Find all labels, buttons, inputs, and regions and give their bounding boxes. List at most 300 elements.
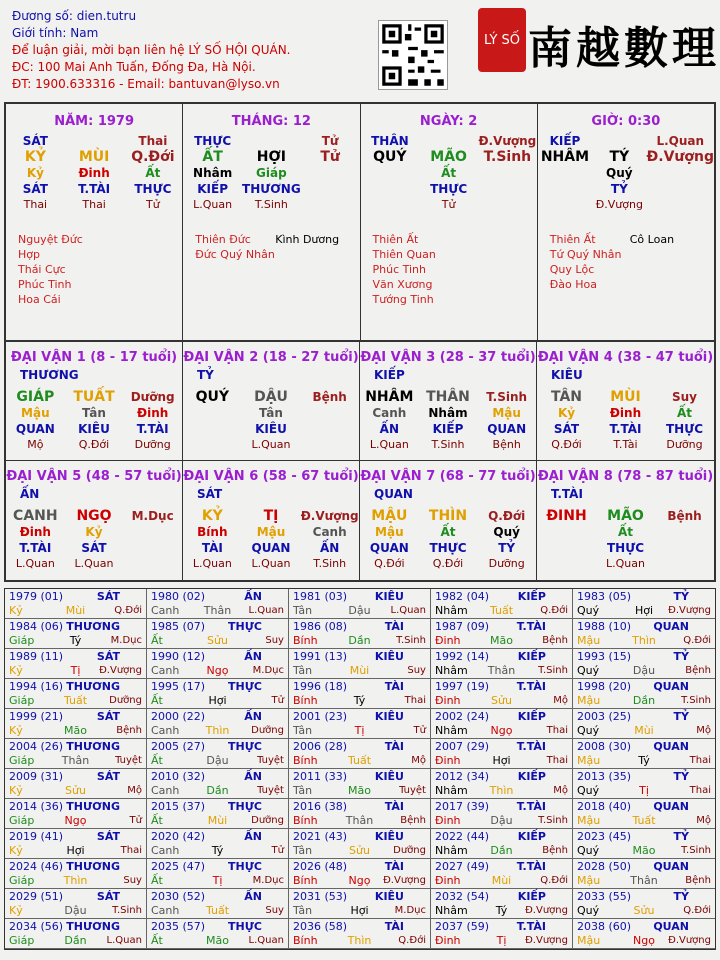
header-value: ĐT: 1900.633316 - Email: bantuvan@lyso.vn <box>12 77 280 91</box>
year-label: 2036 (58) <box>293 920 348 933</box>
dai-van-cell <box>537 461 714 580</box>
year-stage: Q.Đới <box>398 935 426 946</box>
year-god: KIÊU <box>374 710 404 723</box>
year-label: 2009 (31) <box>9 770 64 783</box>
year-stage: Mộ <box>553 785 568 796</box>
year-row-bottom <box>151 934 284 948</box>
year-god: ẤN <box>244 590 262 603</box>
pillar-cell: Nhâm <box>193 166 233 180</box>
year-row-bottom <box>151 784 284 798</box>
header-label: Đương số: <box>12 9 77 23</box>
year-stage: Q.Đới <box>683 635 711 646</box>
year-label: 2016 (38) <box>293 800 348 813</box>
dai-van-stage: Bệnh <box>667 509 702 523</box>
dai-van-hidden: Kỷ <box>557 406 576 420</box>
year-can: Bính <box>293 694 318 707</box>
year-row-top <box>577 800 711 814</box>
year-label: 2014 (36) <box>9 800 64 813</box>
dai-van-stage: Dưỡng <box>130 390 175 404</box>
year-stage: T.Sinh <box>681 695 711 706</box>
year-god: THỰC <box>228 800 262 813</box>
dai-van-substage: Q.Đới <box>78 438 110 451</box>
year-cell <box>289 889 431 919</box>
dai-van-god: QUAN <box>15 422 55 436</box>
header-label: Giới tính: <box>12 26 71 40</box>
pillar-column <box>6 104 183 340</box>
year-god: TỶ <box>673 650 689 663</box>
year-chi: Dậu <box>64 904 87 917</box>
year-chi: Thìn <box>205 724 230 737</box>
pillar-cell: MÃO <box>430 149 467 165</box>
dai-van-god: KIÊU <box>78 422 110 436</box>
dai-van-substage: Bệnh <box>492 438 521 451</box>
dai-van-chi: THÂN <box>426 389 470 405</box>
year-label: 1998 (20) <box>577 680 632 693</box>
year-stage: Tử <box>271 695 284 706</box>
year-chi: Mùi <box>634 724 654 737</box>
pillar-cell: HỢI <box>256 149 286 165</box>
year-row-top <box>577 830 711 844</box>
year-chi: Tý <box>211 844 224 857</box>
year-god: TỶ <box>673 590 689 603</box>
year-god: SÁT <box>96 770 120 783</box>
pillar-cell <box>419 133 478 149</box>
year-row-top <box>435 770 568 784</box>
year-cell <box>147 859 289 889</box>
pillar-cell: KIẾP <box>549 134 581 148</box>
year-stage: Dưỡng <box>393 845 426 856</box>
year-cell <box>5 649 147 679</box>
pillar-cell: Tử <box>146 198 160 211</box>
year-stage: Q.Đới <box>540 875 568 886</box>
star-item: Tứ Quý Nhân <box>549 248 622 261</box>
dai-van-god: QUAN <box>369 541 409 555</box>
stars-right <box>275 232 355 262</box>
year-row-bottom <box>151 604 284 618</box>
year-cell <box>5 919 147 949</box>
year-label: 2031 (53) <box>293 890 348 903</box>
pillar-stars <box>550 232 710 292</box>
year-god: TÀI <box>384 740 404 753</box>
dai-van-cell <box>183 342 360 461</box>
year-chi: Tị <box>354 724 365 737</box>
pillar-grid <box>183 133 359 213</box>
year-stage: Bệnh <box>685 875 711 886</box>
year-row-bottom <box>293 844 426 858</box>
year-chi: Dậu <box>490 814 513 827</box>
year-can: Ất <box>151 814 163 827</box>
dai-van-god: QUAN <box>487 422 527 436</box>
dai-van-stage: T.Sinh <box>486 390 528 404</box>
year-god: THƯƠNG <box>66 920 120 933</box>
year-can: Tân <box>293 724 313 737</box>
pillar-cell <box>301 165 360 181</box>
year-god: ẤN <box>244 890 262 903</box>
year-row-bottom <box>293 874 426 888</box>
year-row-bottom <box>435 814 568 828</box>
year-chi: Mão <box>490 634 513 647</box>
year-row-top <box>151 860 284 874</box>
year-chi: Tý <box>495 904 508 917</box>
dai-van-god <box>537 540 596 556</box>
year-stage: Bệnh <box>116 725 142 736</box>
pillar-cell <box>592 133 646 149</box>
year-label: 2010 (32) <box>151 770 206 783</box>
year-can: Đinh <box>435 934 461 947</box>
year-row-bottom <box>435 874 568 888</box>
year-row-top <box>151 680 284 694</box>
year-can: Kỷ <box>9 664 23 677</box>
year-chi: Sửu <box>207 634 228 647</box>
year-cell <box>5 619 147 649</box>
year-can: Giáp <box>9 814 35 827</box>
year-row-top <box>435 650 568 664</box>
year-cell <box>289 589 431 619</box>
year-stage: Dưỡng <box>251 815 284 826</box>
year-can: Kỷ <box>9 844 23 857</box>
pillar-cell: SÁT <box>22 182 48 196</box>
pillar-cell: Thai <box>23 198 48 211</box>
year-label: 2019 (41) <box>9 830 64 843</box>
dai-van-god <box>183 421 242 437</box>
year-row-top <box>577 650 711 664</box>
year-label: 1986 (08) <box>293 620 348 633</box>
year-chi: Dậu <box>206 754 229 767</box>
year-stage: L.Quan <box>390 605 426 616</box>
year-god: KIÊU <box>374 650 404 663</box>
dai-van-chi: TUẤT <box>73 389 115 405</box>
dai-van-substage <box>183 437 242 453</box>
dai-van-god: T.TÀI <box>136 422 169 436</box>
year-can: Bính <box>293 814 318 827</box>
year-row-top <box>577 920 711 934</box>
dai-van-can: ĐINH <box>546 508 587 524</box>
pillar-cell <box>538 197 592 213</box>
dai-van-substage <box>655 556 714 572</box>
year-stage: Q.Đới <box>114 605 142 616</box>
year-row-bottom <box>577 754 711 768</box>
pillar-cell: Đ.Vượng <box>595 198 643 211</box>
dai-van-stage: M.Dục <box>131 509 174 523</box>
star-item: Quy Lộc <box>549 263 595 276</box>
pillar-cell <box>647 181 714 197</box>
year-chi: Thân <box>487 664 516 677</box>
header-value: Để luận giải, mời bạn liên hệ LÝ SỐ HỘI QUÁN. <box>12 43 291 57</box>
star-item: Thiên Ất <box>372 233 419 246</box>
year-cell <box>573 679 715 709</box>
year-row-bottom <box>293 754 426 768</box>
qr-code-icon <box>378 20 448 90</box>
header-value: dien.tutru <box>76 9 137 23</box>
year-row-bottom <box>435 694 568 708</box>
dai-van-hidden: Mậu <box>492 406 521 420</box>
year-chi: Tị <box>212 874 223 887</box>
year-label: 1985 (07) <box>151 620 206 633</box>
year-row-top <box>9 920 142 934</box>
year-label: 1988 (10) <box>577 620 632 633</box>
year-cell <box>289 829 431 859</box>
year-label: 1982 (04) <box>435 590 490 603</box>
dai-van-god: THỰC <box>429 541 467 555</box>
year-row-top <box>435 680 568 694</box>
year-god: QUAN <box>653 860 689 873</box>
year-row-top <box>577 770 711 784</box>
year-cell <box>289 769 431 799</box>
pillar-title: THÁNG: 12 <box>231 114 311 129</box>
dai-van-grid <box>6 508 182 572</box>
year-row-top <box>293 710 426 724</box>
year-cell <box>147 679 289 709</box>
year-god: THỰC <box>228 620 262 633</box>
year-label: 1991 (13) <box>293 650 348 663</box>
year-label: 1995 (17) <box>151 680 206 693</box>
year-row-bottom <box>577 874 711 888</box>
year-label: 2033 (55) <box>577 890 632 903</box>
dai-van-god: ẤN <box>319 541 340 555</box>
year-cell <box>431 679 573 709</box>
year-row-top <box>293 800 426 814</box>
year-row-bottom <box>9 784 142 798</box>
year-can: Kỷ <box>9 724 23 737</box>
dai-van-hidden <box>183 405 242 421</box>
year-cell <box>431 619 573 649</box>
year-row-bottom <box>577 694 711 708</box>
dai-van-substage: L.Quan <box>74 557 114 570</box>
year-cell <box>5 589 147 619</box>
year-cell <box>289 799 431 829</box>
pillar-cell: Đ.Vượng <box>646 149 714 165</box>
pillar-title: NĂM: 1979 <box>54 114 135 129</box>
star-item: Đào Hoa <box>549 278 597 291</box>
year-cell <box>147 739 289 769</box>
year-label: 2025 (47) <box>151 860 206 873</box>
year-stage: M.Dục <box>110 635 142 646</box>
year-stage: L.Quan <box>248 935 284 946</box>
year-can: Đinh <box>435 754 461 767</box>
year-can: Canh <box>151 844 180 857</box>
year-stage: T.Sinh <box>396 635 426 646</box>
year-can: Bính <box>293 874 318 887</box>
year-stage: T.Sinh <box>538 665 568 676</box>
year-cell <box>5 799 147 829</box>
stars-right <box>453 232 533 307</box>
year-god: KIẾP <box>517 830 546 843</box>
year-can: Kỷ <box>9 604 23 617</box>
year-cell <box>289 739 431 769</box>
year-label: 2023 (45) <box>577 830 632 843</box>
year-label: 2000 (22) <box>151 710 206 723</box>
year-stage: Đ.Vượng <box>668 605 711 616</box>
year-row-top <box>151 620 284 634</box>
year-can: Giáp <box>9 874 35 887</box>
year-god: ẤN <box>244 830 262 843</box>
pillar-cell: QUÝ <box>373 149 407 165</box>
year-row-top <box>9 860 142 874</box>
year-label: 2008 (30) <box>577 740 632 753</box>
year-chi: Ngọ <box>348 874 371 887</box>
year-stage: Suy <box>265 635 284 646</box>
dai-van-hidden: Kỷ <box>85 525 103 539</box>
dai-van-god: THỰC <box>665 422 704 436</box>
stars-left <box>18 232 98 307</box>
year-can: Tân <box>293 664 313 677</box>
year-can: Nhâm <box>435 604 468 617</box>
pillar-column <box>183 104 360 340</box>
year-row-top <box>151 890 284 904</box>
pillar-cell: MÙI <box>78 149 110 165</box>
year-row-bottom <box>577 844 711 858</box>
year-cell <box>431 709 573 739</box>
year-row-bottom <box>435 754 568 768</box>
year-row-bottom <box>293 634 426 648</box>
dai-van-hidden: Mậu <box>375 525 404 539</box>
year-chi: Tý <box>353 694 366 707</box>
year-row-bottom <box>151 814 284 828</box>
pillar-stars <box>373 232 533 307</box>
year-label: 2001 (23) <box>293 710 348 723</box>
pillar-cell: THƯƠNG <box>242 182 301 196</box>
year-chi: Ngọ <box>633 934 655 947</box>
year-cell <box>573 829 715 859</box>
year-god: T.TÀI <box>516 800 546 813</box>
year-row-bottom <box>577 634 711 648</box>
year-stage: Mộ <box>411 755 426 766</box>
year-cell <box>147 709 289 739</box>
year-chi: Mão <box>632 844 656 857</box>
year-chi: Mão <box>348 784 371 797</box>
year-row-top <box>9 590 142 604</box>
year-row-bottom <box>151 904 284 918</box>
year-stage: Bệnh <box>542 845 568 856</box>
year-stage: Thai <box>120 845 142 856</box>
year-row-top <box>151 920 284 934</box>
year-label: 2030 (52) <box>151 890 206 903</box>
year-label: 2035 (57) <box>151 920 206 933</box>
pillar-cell: Tử <box>321 134 339 148</box>
star-item: Hoa Cái <box>18 293 61 306</box>
dai-van-grid <box>183 389 359 453</box>
year-label: 1984 (06) <box>9 620 64 633</box>
dai-van-substage: Q.Đới <box>374 557 405 570</box>
year-god: SÁT <box>96 830 120 843</box>
year-can: Mậu <box>577 694 601 707</box>
year-god: KIÊU <box>374 890 404 903</box>
year-can: Nhâm <box>435 664 468 677</box>
stars-right <box>98 232 178 307</box>
dai-van-grid <box>183 508 359 572</box>
header-line <box>12 59 290 76</box>
year-cell <box>289 679 431 709</box>
star-item: Thái Cực <box>18 263 66 276</box>
dai-van-hidden: Mậu <box>256 525 286 539</box>
year-label: 2011 (33) <box>293 770 348 783</box>
year-row-top <box>435 890 568 904</box>
dai-van-god: QUAN <box>251 541 291 555</box>
year-cell <box>573 769 715 799</box>
year-god: SÁT <box>96 710 120 723</box>
year-can: Ất <box>151 694 163 707</box>
year-chi: Ngọ <box>64 814 87 827</box>
year-can: Giáp <box>9 754 35 767</box>
year-chi: Sửu <box>349 844 370 857</box>
dai-van-title: ĐẠI VẬN 8 (78 - 87 tuổi) <box>537 469 714 484</box>
header-value: Nam <box>70 26 99 40</box>
year-label: 1997 (19) <box>435 680 490 693</box>
year-god: KIẾP <box>517 650 546 663</box>
dai-van-hidden: Đinh <box>19 525 51 539</box>
year-stage: Thai <box>404 695 426 706</box>
year-label: 2018 (40) <box>577 800 632 813</box>
year-can: Kỷ <box>9 784 23 797</box>
dai-van-hidden: Canh <box>312 525 347 539</box>
dai-van-substage: L.Quan <box>251 438 291 451</box>
pillar-cell: Thai <box>82 198 106 211</box>
year-can: Mậu <box>577 934 601 947</box>
year-can: Ất <box>151 754 163 767</box>
year-row-top <box>577 680 711 694</box>
year-cell <box>5 709 147 739</box>
year-chi: Dậu <box>348 604 371 617</box>
year-row-bottom <box>577 724 711 738</box>
year-god: TÀI <box>384 680 404 693</box>
dai-van-substage: Dưỡng <box>666 438 703 451</box>
dai-van-hidden <box>537 524 596 540</box>
pillar-cell: T.TÀI <box>78 182 111 196</box>
dai-van-hidden: Quý <box>493 525 520 539</box>
dai-van-hidden: Ất <box>676 406 693 420</box>
year-god: KIÊU <box>374 770 404 783</box>
dai-van-stage: Suy <box>671 390 697 404</box>
year-stage: Bệnh <box>542 635 568 646</box>
year-stage: Bệnh <box>400 815 426 826</box>
pillar-cell <box>361 165 420 181</box>
year-cell <box>147 649 289 679</box>
dai-van-god: T.TÀI <box>19 541 52 555</box>
year-label: 2013 (35) <box>577 770 632 783</box>
year-row-bottom <box>293 664 426 678</box>
dai-van-hidden: Nhâm <box>428 406 468 420</box>
year-chi: Tuất <box>489 604 514 617</box>
year-chi: Mùi <box>65 604 86 617</box>
dai-van-chi: MÃO <box>607 508 644 524</box>
year-cell <box>289 619 431 649</box>
dai-van-hidden: Tân <box>82 406 106 420</box>
year-stage: Thai <box>546 755 568 766</box>
dai-van-can: CANH <box>13 508 58 524</box>
year-stage: Tuyệt <box>399 785 426 796</box>
year-row-bottom <box>435 634 568 648</box>
year-can: Quý <box>577 784 600 797</box>
year-can: Giáp <box>9 934 35 947</box>
year-cell <box>5 769 147 799</box>
dai-van-hidden <box>300 405 359 421</box>
year-row-bottom <box>9 754 142 768</box>
dai-van-god <box>300 421 359 437</box>
dai-van-substage <box>537 556 596 572</box>
year-cell <box>147 829 289 859</box>
year-god: TÀI <box>384 620 404 633</box>
year-label: 1992 (14) <box>435 650 490 663</box>
year-row-bottom <box>9 664 142 678</box>
year-can: Canh <box>151 784 180 797</box>
dai-van-cell <box>6 461 183 580</box>
year-chi: Dần <box>64 934 87 947</box>
dai-van-star: ẤN <box>20 487 40 501</box>
year-chi: Tý <box>638 754 650 767</box>
year-cell <box>431 799 573 829</box>
dai-van-can: TÂN <box>550 389 582 405</box>
year-can: Đinh <box>435 874 461 887</box>
